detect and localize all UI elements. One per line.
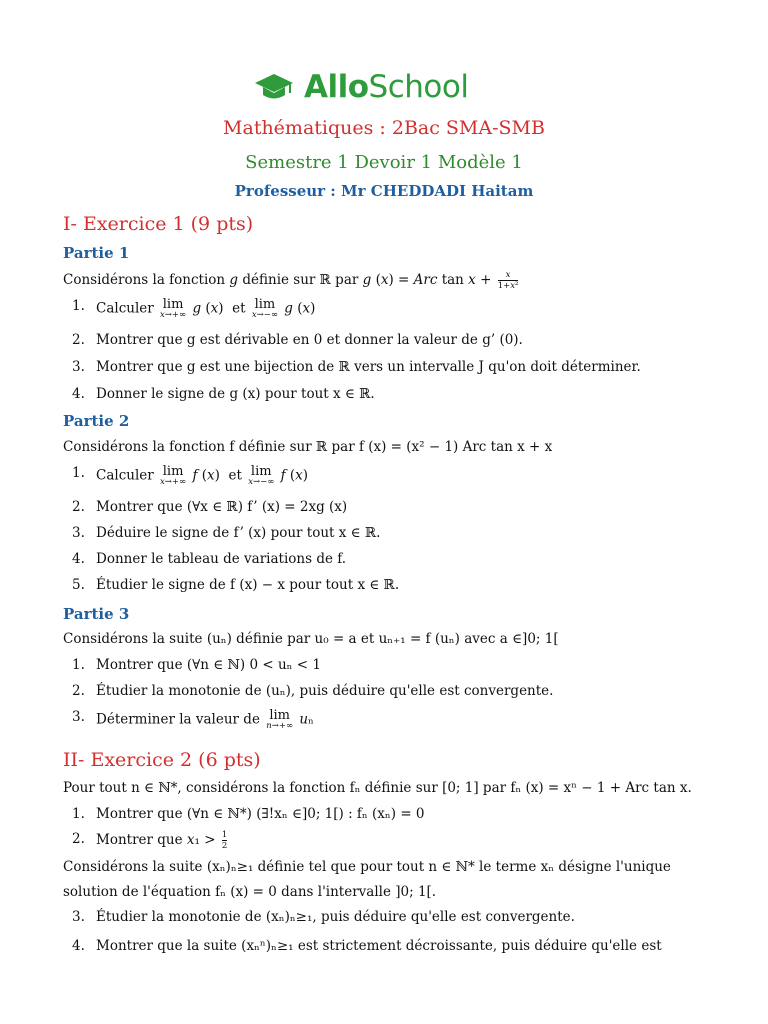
- partie-2-title: Partie 2: [63, 412, 130, 430]
- exercise-1-title: I- Exercice 1 (9 pts): [63, 213, 254, 235]
- limit-expression: lim n→+∞: [266, 708, 294, 731]
- list-item: 4. Montrer que la suite (xₙⁿ)ₙ≥₁ est strictement décroissante, puis déduire qu'elle est: [72, 938, 662, 954]
- limit-expression: lim x→−∞: [248, 464, 275, 487]
- list-item: 3. Déduire le signe de f’ (x) pour tout x ∈ ℝ.: [72, 525, 381, 541]
- partie-1-title: Partie 1: [63, 244, 130, 262]
- list-item: 2. Étudier la monotonie de (uₙ), puis déduire qu'elle est convergente.: [72, 683, 554, 699]
- exercise-2-title: II- Exercice 2 (6 pts): [63, 749, 261, 771]
- list-item: 5. Étudier le signe de f (x) − x pour tout x ∈ ℝ.: [72, 577, 400, 593]
- partie-3-intro: Considérons la suite (uₙ) définie par u₀ = a et uₙ₊₁ = f (uₙ) avec a ∈]0; 1[: [63, 631, 559, 647]
- logo-part-2: School: [368, 69, 469, 105]
- list-item: 2. Montrer que x₁ > $\frac{1}{2}$: [72, 830, 228, 851]
- fraction: $\frac{1}{2}$: [221, 830, 228, 851]
- limit-expression: lim x→−∞: [251, 297, 278, 320]
- partie-3-title: Partie 3: [63, 605, 130, 623]
- partie-2-intro: Considérons la fonction f définie sur ℝ par f (x) = (x² − 1) Arc tan x + x: [63, 439, 553, 455]
- list-item: 3. Étudier la monotonie de (xₙ)ₙ≥₁, puis déduire qu'elle est convergente.: [72, 909, 575, 925]
- partie-1-intro: Considérons la fonction g définie sur ℝ par g (x) = Arc tan x + $\frac{x}{\text{1+x²}}$: [63, 270, 519, 291]
- list-item: 4. Donner le signe de g (x) pour tout x ∈ ℝ.: [72, 386, 375, 402]
- list-item: 4. Donner le tableau de variations de f.: [72, 551, 347, 567]
- list-item: 2. Montrer que (∀x ∈ ℝ) f’ (x) = 2xg (x): [72, 499, 348, 515]
- exercise-2-intro: Pour tout n ∈ ℕ*, considérons la fonction fₙ définie sur [0; 1] par fₙ (x) = xⁿ − 1 + Arc tan x.: [63, 780, 692, 796]
- page-subtitle: Semestre 1 Devoir 1 Modèle 1: [245, 152, 523, 173]
- limit-expression: lim x→+∞: [160, 297, 187, 320]
- professor-name: Professeur : Mr CHEDDADI Haitam: [234, 182, 534, 200]
- logo-part-1: Allo: [304, 69, 369, 105]
- list-item: 2. Montrer que g est dérivable en 0 et donner la valeur de g’ (0).: [72, 332, 523, 348]
- fraction: $\frac{x}{\text{1+x²}}$: [497, 270, 519, 291]
- limit-expression: lim x→+∞: [160, 464, 187, 487]
- list-item: 3. Déterminer la valeur de lim n→+∞ uₙ: [72, 708, 314, 731]
- list-item: 1. Calculer lim x→+∞ g (x) et lim x→−∞ g (x): [72, 297, 316, 320]
- exercise-2-text-1: Considérons la suite (xₙ)ₙ≥₁ définie tel que pour tout n ∈ ℕ* le terme xₙ désigne l'unique: [63, 859, 671, 875]
- page-title: Mathématiques : 2Bac SMA-SMB: [223, 117, 545, 139]
- list-item: 3. Montrer que g est une bijection de ℝ vers un intervalle J qu'on doit déterminer.: [72, 359, 641, 375]
- list-item: 1. Montrer que (∀n ∈ ℕ) 0 < uₙ < 1: [72, 657, 321, 673]
- list-item: 1. Calculer lim x→+∞ f (x) et lim x→−∞ f (x): [72, 464, 309, 487]
- list-item: 1. Montrer que (∀n ∈ ℕ*) (∃!xₙ ∈]0; 1[) : fₙ (xₙ) = 0: [72, 806, 425, 822]
- graduation-cap-icon: [254, 72, 294, 102]
- alloschool-logo: [254, 66, 468, 108]
- exercise-2-text-2: solution de l'équation fₙ (x) = 0 dans l'intervalle ]0; 1[.: [63, 884, 437, 900]
